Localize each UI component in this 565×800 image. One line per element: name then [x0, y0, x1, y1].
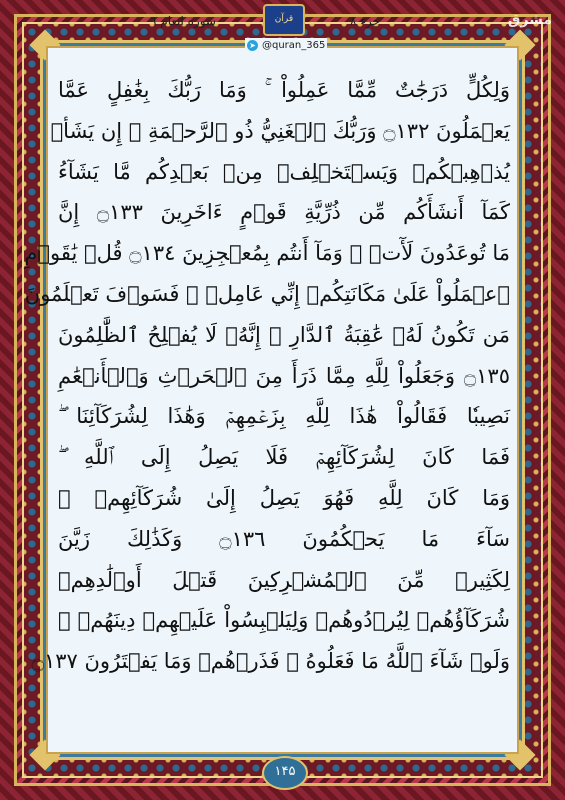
verse-line: وَلِكُلٍّ دَرَجَٰتٌ مِّمَّا عَمِلُواْ ۚ وَمَا رَبُّكَ بِغَٰفِلٍ عَمَّا: [58, 78, 510, 102]
channel-handle[interactable]: [245, 38, 327, 52]
verse-line: وَلَوۡ شَآءَ ٱللَّهُ مَا فَعَلُوهُ ۖ فَذَرۡهُمۡ وَمَا يَفۡتَرُونَ ۝١٣٧: [31, 649, 510, 674]
page-number-badge: ۱۴۵: [262, 756, 308, 790]
verse-line: وَمَا كَانَ لِلَّهِ فَهُوَ يَصِلُ إِلَىٰ شُرَكَآئِهِمۡ ۗ: [58, 485, 510, 510]
verse-line: لِكَثِيرٖ مِّنَ ٱلۡمُشۡرِكِينَ قَتۡلَ أَوۡلَٰدِهِمۡ: [58, 567, 510, 592]
handle-text: @quran_365: [262, 39, 326, 51]
juz-label: جزء ۸: [350, 14, 380, 28]
verse-line: مَا تُوعَدُونَ لَأٓتٖ ۖ وَمَآ أَنتُم بِمُعۡجِزِينَ ۝١٣٤ قُلۡ يَٰقَوۡمِ: [24, 241, 510, 266]
surah-label: سوره انعام ٦: [150, 14, 216, 28]
verse-line: سَآءَ مَا يَحۡكُمُونَ ۝١٣٦ وَكَذَٰلِكَ زَيَّنَ: [58, 526, 510, 551]
verse-line: يَعۡمَلُونَ ۝١٣٢ وَرَبُّكَ ٱلۡغَنِيُّ ذُو ٱلرَّحۡمَةِ ۚ إِن يَشَأۡ: [50, 118, 510, 143]
verse-line: ۝١٣٥ وَجَعَلُواْ لِلَّهِ مِمَّا ذَرَأَ مِنَ ٱلۡحَرۡثِ وَٱلۡأَنۡعَٰمِ: [58, 363, 510, 388]
verse-line: ٱعۡمَلُواْ عَلَىٰ مَكَانَتِكُمۡ إِنِّي عَامِلٞ ۖ فَسَوۡفَ تَعۡلَمُونَ: [24, 281, 510, 306]
verse-line: فَمَا كَانَ لِشُرَكَآئِهِمۡ فَلَا يَصِلُ إِلَى ٱللَّهِ ۖ: [58, 445, 510, 470]
verse-line: كَمَآ أَنشَأَكُم مِّن ذُرِّيَّةِ قَوۡمٍ ءَاخَرِينَ ۝١٣٣ إِنَّ: [58, 200, 510, 225]
verse-line: مَن تَكُونُ لَهُۥ عَٰقِبَةُ ٱلدَّارِ ۗ إِنَّهُۥ لَا يُفۡلِحُ ٱلظَّٰلِمُونَ: [58, 322, 510, 347]
verse-line: شُرَكَآؤُهُمۡ لِيُرۡدُوهُمۡ وَلِيَلۡبِسُواْ عَلَيۡهِمۡ دِينَهُمۡ ۖ: [58, 608, 510, 633]
watermark-logo: مشرق: [507, 12, 553, 28]
quran-logo: قرآن: [263, 4, 305, 36]
verse-text-block: [24, 70, 510, 726]
telegram-icon: ➤: [247, 40, 258, 51]
verse-line: يُذۡهِبۡكُمۡ وَيَسۡتَخۡلِفۡ مِنۢ بَعۡدِكُم مَّا يَشَآءُ: [58, 159, 510, 184]
verse-line: نَصِيبٗا فَقَالُواْ هَٰذَا لِلَّهِ بِزَعۡمِهِمۡ وَهَٰذَا لِشُرَكَآئِنَا ۖ: [58, 404, 510, 429]
